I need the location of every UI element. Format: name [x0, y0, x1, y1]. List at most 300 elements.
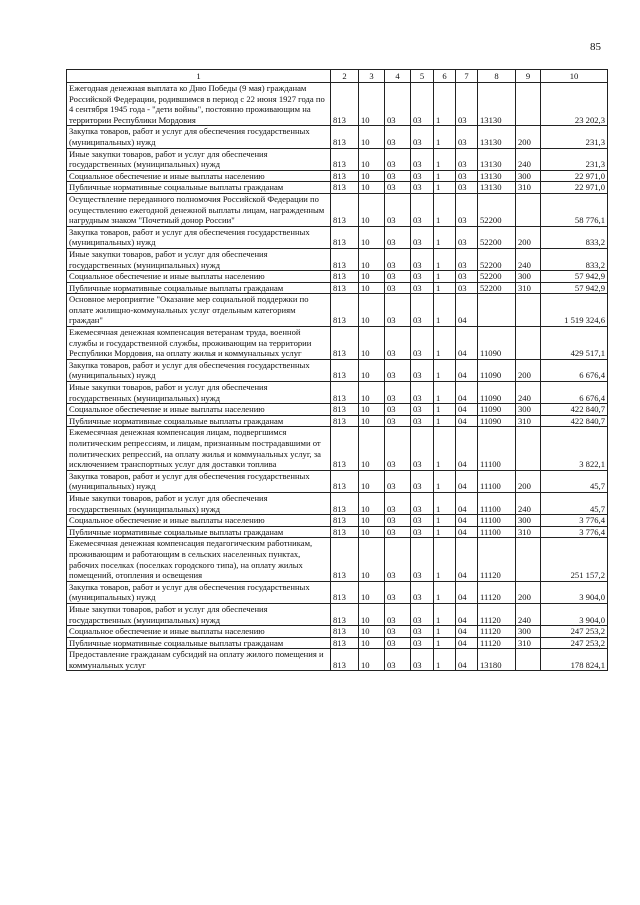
code-cell: 03: [385, 271, 411, 283]
budget-table: [66, 69, 608, 671]
row-name-cell: Иные закупки товаров, работ и услуг для обеспечения государственных (муниципальных) нужд: [67, 382, 331, 404]
amount-cell: 833,2: [541, 248, 608, 270]
amount-cell: 247 253,2: [541, 626, 608, 638]
code-cell: 03: [411, 637, 434, 649]
column-header: 6: [434, 70, 456, 83]
code-cell: 03: [385, 470, 411, 492]
amount-cell: 422 840,7: [541, 415, 608, 427]
row-name-cell: Закупка товаров, работ и услуг для обеспечения государственных (муниципальных) нужд: [67, 226, 331, 248]
amount-cell: 231,3: [541, 126, 608, 148]
code-cell: 1: [434, 282, 456, 294]
table-row: [67, 148, 608, 170]
code-cell: 300: [516, 515, 541, 527]
code-cell: 04: [456, 382, 478, 404]
code-cell: 03: [385, 492, 411, 514]
row-name-cell: Публичные нормативные социальные выплаты гражданам: [67, 182, 331, 194]
code-cell: 03: [385, 382, 411, 404]
amount-cell: 57 942,9: [541, 271, 608, 283]
code-cell: 10: [359, 427, 385, 470]
code-cell: 03: [385, 538, 411, 581]
table-row: [67, 294, 608, 327]
code-cell: 52200: [478, 271, 516, 283]
code-cell: 03: [411, 404, 434, 416]
code-cell: 03: [411, 271, 434, 283]
code-cell: 03: [411, 182, 434, 194]
code-cell: 813: [331, 603, 359, 625]
row-name-cell: Социальное обеспечение и иные выплаты населению: [67, 404, 331, 416]
code-cell: 04: [456, 427, 478, 470]
row-name-cell: Публичные нормативные социальные выплаты гражданам: [67, 526, 331, 538]
amount-cell: 3 776,4: [541, 515, 608, 527]
code-cell: 240: [516, 148, 541, 170]
code-cell: 10: [359, 182, 385, 194]
code-cell: 1: [434, 427, 456, 470]
code-cell: 813: [331, 526, 359, 538]
code-cell: 03: [411, 470, 434, 492]
code-cell: 300: [516, 271, 541, 283]
code-cell: 1: [434, 538, 456, 581]
code-cell: 10: [359, 148, 385, 170]
code-cell: 813: [331, 492, 359, 514]
code-cell: 1: [434, 404, 456, 416]
code-cell: 813: [331, 226, 359, 248]
code-cell: 10: [359, 126, 385, 148]
row-name-cell: Основное мероприятие "Оказание мер социальной поддержки по оплате жилищно-коммунальных услуг отдельным категориям граждан": [67, 294, 331, 327]
code-cell: 1: [434, 382, 456, 404]
code-cell: 300: [516, 404, 541, 416]
table-row: [67, 83, 608, 126]
code-cell: 1: [434, 637, 456, 649]
code-cell: 10: [359, 226, 385, 248]
table-row: [67, 470, 608, 492]
code-cell: 11090: [478, 382, 516, 404]
code-cell: 1: [434, 182, 456, 194]
code-cell: 03: [385, 649, 411, 671]
code-cell: 04: [456, 626, 478, 638]
row-name-cell: Ежемесячная денежная компенсация ветеранам труда, военной службы и государственной службы, проживающим на территории Республики Мордовия, на оплату жилья и коммунальных услуг: [67, 327, 331, 360]
row-name-cell: Социальное обеспечение и иные выплаты населению: [67, 626, 331, 638]
code-cell: 240: [516, 492, 541, 514]
code-cell: 813: [331, 193, 359, 226]
code-cell: 03: [456, 193, 478, 226]
code-cell: 03: [411, 538, 434, 581]
code-cell: 1: [434, 170, 456, 182]
row-name-cell: Публичные нормативные социальные выплаты гражданам: [67, 415, 331, 427]
code-cell: 03: [456, 226, 478, 248]
code-cell: 10: [359, 294, 385, 327]
code-cell: 03: [456, 126, 478, 148]
code-cell: [478, 294, 516, 327]
table-row: [67, 248, 608, 270]
column-header: 3: [359, 70, 385, 83]
code-cell: 813: [331, 637, 359, 649]
column-header: 1: [67, 70, 331, 83]
code-cell: 813: [331, 248, 359, 270]
code-cell: 813: [331, 327, 359, 360]
code-cell: 10: [359, 415, 385, 427]
code-cell: 03: [456, 182, 478, 194]
amount-cell: 3 776,4: [541, 526, 608, 538]
code-cell: 10: [359, 282, 385, 294]
code-cell: 04: [456, 637, 478, 649]
code-cell: 1: [434, 271, 456, 283]
code-cell: [516, 427, 541, 470]
code-cell: 03: [456, 271, 478, 283]
code-cell: 1: [434, 148, 456, 170]
code-cell: 04: [456, 470, 478, 492]
code-cell: 03: [411, 382, 434, 404]
code-cell: 310: [516, 415, 541, 427]
code-cell: 04: [456, 294, 478, 327]
code-cell: 03: [385, 83, 411, 126]
code-cell: 03: [385, 126, 411, 148]
code-cell: 04: [456, 581, 478, 603]
row-name-cell: Иные закупки товаров, работ и услуг для обеспечения государственных (муниципальных) нужд: [67, 148, 331, 170]
code-cell: 1: [434, 649, 456, 671]
code-cell: 03: [385, 327, 411, 360]
amount-cell: 57 942,9: [541, 282, 608, 294]
header-row: [67, 70, 608, 83]
code-cell: 11100: [478, 427, 516, 470]
code-cell: 1: [434, 327, 456, 360]
table-row: [67, 526, 608, 538]
amount-cell: 833,2: [541, 226, 608, 248]
code-cell: 03: [411, 282, 434, 294]
code-cell: 10: [359, 581, 385, 603]
row-name-cell: Закупка товаров, работ и услуг для обеспечения государственных (муниципальных) нужд: [67, 126, 331, 148]
column-header: 2: [331, 70, 359, 83]
code-cell: [516, 83, 541, 126]
code-cell: 1: [434, 226, 456, 248]
column-header: 9: [516, 70, 541, 83]
page-number: 85: [590, 41, 601, 53]
code-cell: 813: [331, 626, 359, 638]
code-cell: 240: [516, 248, 541, 270]
code-cell: 310: [516, 282, 541, 294]
code-cell: 03: [411, 603, 434, 625]
code-cell: 03: [456, 248, 478, 270]
code-cell: 03: [385, 515, 411, 527]
code-cell: 10: [359, 538, 385, 581]
code-cell: 03: [456, 170, 478, 182]
code-cell: 03: [385, 282, 411, 294]
code-cell: 10: [359, 382, 385, 404]
code-cell: 03: [411, 626, 434, 638]
code-cell: 03: [385, 359, 411, 381]
code-cell: 813: [331, 515, 359, 527]
code-cell: 813: [331, 404, 359, 416]
amount-cell: 1 519 324,6: [541, 294, 608, 327]
amount-cell: 6 676,4: [541, 382, 608, 404]
code-cell: 1: [434, 359, 456, 381]
code-cell: 813: [331, 382, 359, 404]
code-cell: 03: [411, 294, 434, 327]
code-cell: 10: [359, 603, 385, 625]
code-cell: 10: [359, 359, 385, 381]
code-cell: 310: [516, 526, 541, 538]
amount-cell: 247 253,2: [541, 637, 608, 649]
table-row: [67, 637, 608, 649]
code-cell: 03: [411, 226, 434, 248]
code-cell: 200: [516, 359, 541, 381]
code-cell: 13180: [478, 649, 516, 671]
code-cell: 03: [385, 226, 411, 248]
amount-cell: 22 971,0: [541, 170, 608, 182]
code-cell: 03: [411, 148, 434, 170]
code-cell: 813: [331, 294, 359, 327]
code-cell: 11120: [478, 538, 516, 581]
code-cell: 52200: [478, 248, 516, 270]
code-cell: 03: [411, 126, 434, 148]
code-cell: 10: [359, 492, 385, 514]
code-cell: 04: [456, 603, 478, 625]
code-cell: 13130: [478, 126, 516, 148]
row-name-cell: Иные закупки товаров, работ и услуг для обеспечения государственных (муниципальных) нужд: [67, 492, 331, 514]
code-cell: 813: [331, 271, 359, 283]
code-cell: 03: [411, 581, 434, 603]
code-cell: 04: [456, 538, 478, 581]
table-row: [67, 327, 608, 360]
code-cell: 03: [411, 492, 434, 514]
amount-cell: 45,7: [541, 470, 608, 492]
table-row: [67, 404, 608, 416]
code-cell: 52200: [478, 193, 516, 226]
code-cell: 813: [331, 415, 359, 427]
row-name-cell: Иные закупки товаров, работ и услуг для обеспечения государственных (муниципальных) нужд: [67, 248, 331, 270]
table-row: [67, 359, 608, 381]
code-cell: 200: [516, 470, 541, 492]
column-header: 4: [385, 70, 411, 83]
table-row: [67, 581, 608, 603]
amount-cell: 22 971,0: [541, 182, 608, 194]
column-header: 8: [478, 70, 516, 83]
row-name-cell: Предоставление гражданам субсидий на оплату жилого помещения и коммунальных услуг: [67, 649, 331, 671]
code-cell: 10: [359, 271, 385, 283]
table-row: [67, 626, 608, 638]
table-row: [67, 649, 608, 671]
table-row: [67, 538, 608, 581]
code-cell: 10: [359, 649, 385, 671]
code-cell: 1: [434, 193, 456, 226]
code-cell: 1: [434, 415, 456, 427]
code-cell: 52200: [478, 282, 516, 294]
code-cell: 11090: [478, 415, 516, 427]
table-row: [67, 226, 608, 248]
code-cell: 03: [411, 427, 434, 470]
table-row: [67, 282, 608, 294]
amount-cell: 3 904,0: [541, 581, 608, 603]
code-cell: 11100: [478, 492, 516, 514]
table-row: [67, 492, 608, 514]
amount-cell: 45,7: [541, 492, 608, 514]
row-name-cell: Социальное обеспечение и иные выплаты населению: [67, 271, 331, 283]
code-cell: 813: [331, 649, 359, 671]
code-cell: 13130: [478, 170, 516, 182]
row-name-cell: Осуществление переданного полномочия Российской Федерации по осуществлению ежегодной денежной выплаты лицам, награжденным нагрудным знаком "Почетный донор России": [67, 193, 331, 226]
code-cell: 11100: [478, 526, 516, 538]
code-cell: 10: [359, 626, 385, 638]
amount-cell: 58 776,1: [541, 193, 608, 226]
code-cell: 1: [434, 626, 456, 638]
code-cell: 1: [434, 526, 456, 538]
code-cell: 813: [331, 182, 359, 194]
row-name-cell: Ежегодная денежная выплата ко Дню Победы (9 мая) гражданам Российской Федерации, родившимся в период с 22 июня 1927 года по 4 сентября 1945 года - "дети войны", постоянно проживающим на территории Республики Мордовия: [67, 83, 331, 126]
row-name-cell: Публичные нормативные социальные выплаты гражданам: [67, 282, 331, 294]
code-cell: 03: [411, 327, 434, 360]
code-cell: 03: [385, 626, 411, 638]
code-cell: 03: [411, 649, 434, 671]
code-cell: 1: [434, 248, 456, 270]
code-cell: 04: [456, 649, 478, 671]
code-cell: 10: [359, 404, 385, 416]
code-cell: 11120: [478, 637, 516, 649]
code-cell: [516, 193, 541, 226]
code-cell: 200: [516, 226, 541, 248]
code-cell: 11090: [478, 359, 516, 381]
code-cell: 03: [456, 282, 478, 294]
code-cell: 813: [331, 427, 359, 470]
code-cell: 03: [385, 148, 411, 170]
code-cell: 03: [385, 404, 411, 416]
code-cell: 1: [434, 581, 456, 603]
table-row: [67, 382, 608, 404]
code-cell: 813: [331, 170, 359, 182]
code-cell: 300: [516, 626, 541, 638]
code-cell: 813: [331, 581, 359, 603]
code-cell: 10: [359, 526, 385, 538]
code-cell: 11100: [478, 470, 516, 492]
code-cell: 03: [411, 83, 434, 126]
code-cell: 10: [359, 327, 385, 360]
code-cell: 11090: [478, 404, 516, 416]
row-name-cell: Закупка товаров, работ и услуг для обеспечения государственных (муниципальных) нужд: [67, 581, 331, 603]
amount-cell: 422 840,7: [541, 404, 608, 416]
code-cell: 813: [331, 126, 359, 148]
code-cell: 310: [516, 637, 541, 649]
table-row: [67, 182, 608, 194]
code-cell: 813: [331, 538, 359, 581]
code-cell: 1: [434, 603, 456, 625]
code-cell: 04: [456, 492, 478, 514]
row-name-cell: Социальное обеспечение и иные выплаты населению: [67, 170, 331, 182]
code-cell: 03: [385, 415, 411, 427]
code-cell: 813: [331, 470, 359, 492]
code-cell: 03: [385, 637, 411, 649]
code-cell: 13130: [478, 148, 516, 170]
table-row: [67, 603, 608, 625]
column-header: 5: [411, 70, 434, 83]
code-cell: 03: [411, 170, 434, 182]
column-header: 10: [541, 70, 608, 83]
amount-cell: 178 824,1: [541, 649, 608, 671]
code-cell: 10: [359, 193, 385, 226]
code-cell: [516, 327, 541, 360]
code-cell: 240: [516, 382, 541, 404]
table-row: [67, 515, 608, 527]
code-cell: 10: [359, 83, 385, 126]
code-cell: 10: [359, 248, 385, 270]
amount-cell: 3 904,0: [541, 603, 608, 625]
code-cell: 03: [411, 415, 434, 427]
table-row: [67, 271, 608, 283]
code-cell: 03: [411, 248, 434, 270]
code-cell: 200: [516, 126, 541, 148]
code-cell: 03: [411, 193, 434, 226]
amount-cell: 3 822,1: [541, 427, 608, 470]
code-cell: 310: [516, 182, 541, 194]
code-cell: 1: [434, 126, 456, 148]
code-cell: 813: [331, 282, 359, 294]
table-row: [67, 427, 608, 470]
code-cell: 04: [456, 404, 478, 416]
code-cell: 03: [385, 294, 411, 327]
row-name-cell: Ежемесячная денежная компенсация лицам, подвергшимся политическим репрессиям, и лицам, признанным пострадавшими от политических репрессий, на оплату жилья и коммунальных услуг, за исключением транспортных услуг для доставки топлива: [67, 427, 331, 470]
code-cell: 1: [434, 294, 456, 327]
row-name-cell: Закупка товаров, работ и услуг для обеспечения государственных (муниципальных) нужд: [67, 470, 331, 492]
amount-cell: 251 157,2: [541, 538, 608, 581]
table-row: [67, 126, 608, 148]
code-cell: 300: [516, 170, 541, 182]
code-cell: 1: [434, 492, 456, 514]
column-header: 7: [456, 70, 478, 83]
code-cell: 03: [411, 526, 434, 538]
amount-cell: 6 676,4: [541, 359, 608, 381]
code-cell: [516, 538, 541, 581]
code-cell: 11100: [478, 515, 516, 527]
code-cell: 03: [385, 581, 411, 603]
row-name-cell: Социальное обеспечение и иные выплаты населению: [67, 515, 331, 527]
amount-cell: 429 517,1: [541, 327, 608, 360]
code-cell: 10: [359, 515, 385, 527]
code-cell: 10: [359, 470, 385, 492]
code-cell: 04: [456, 327, 478, 360]
code-cell: 1: [434, 515, 456, 527]
code-cell: 10: [359, 170, 385, 182]
code-cell: 52200: [478, 226, 516, 248]
code-cell: 240: [516, 603, 541, 625]
row-name-cell: Иные закупки товаров, работ и услуг для обеспечения государственных (муниципальных) нужд: [67, 603, 331, 625]
code-cell: 813: [331, 359, 359, 381]
code-cell: 11120: [478, 603, 516, 625]
table-row: [67, 415, 608, 427]
code-cell: [516, 294, 541, 327]
code-cell: 13130: [478, 83, 516, 126]
code-cell: 1: [434, 83, 456, 126]
row-name-cell: Закупка товаров, работ и услуг для обеспечения государственных (муниципальных) нужд: [67, 359, 331, 381]
code-cell: 03: [385, 182, 411, 194]
code-cell: 11120: [478, 626, 516, 638]
table-row: [67, 170, 608, 182]
code-cell: 03: [385, 603, 411, 625]
code-cell: 13130: [478, 182, 516, 194]
code-cell: 04: [456, 515, 478, 527]
code-cell: 03: [385, 248, 411, 270]
code-cell: 10: [359, 637, 385, 649]
code-cell: 03: [456, 83, 478, 126]
code-cell: 813: [331, 83, 359, 126]
code-cell: 04: [456, 359, 478, 381]
code-cell: 04: [456, 415, 478, 427]
code-cell: 813: [331, 148, 359, 170]
code-cell: 03: [411, 359, 434, 381]
code-cell: 04: [456, 526, 478, 538]
code-cell: 03: [385, 170, 411, 182]
code-cell: 03: [411, 515, 434, 527]
amount-cell: 23 202,3: [541, 83, 608, 126]
code-cell: 03: [385, 427, 411, 470]
amount-cell: 231,3: [541, 148, 608, 170]
code-cell: 03: [385, 526, 411, 538]
